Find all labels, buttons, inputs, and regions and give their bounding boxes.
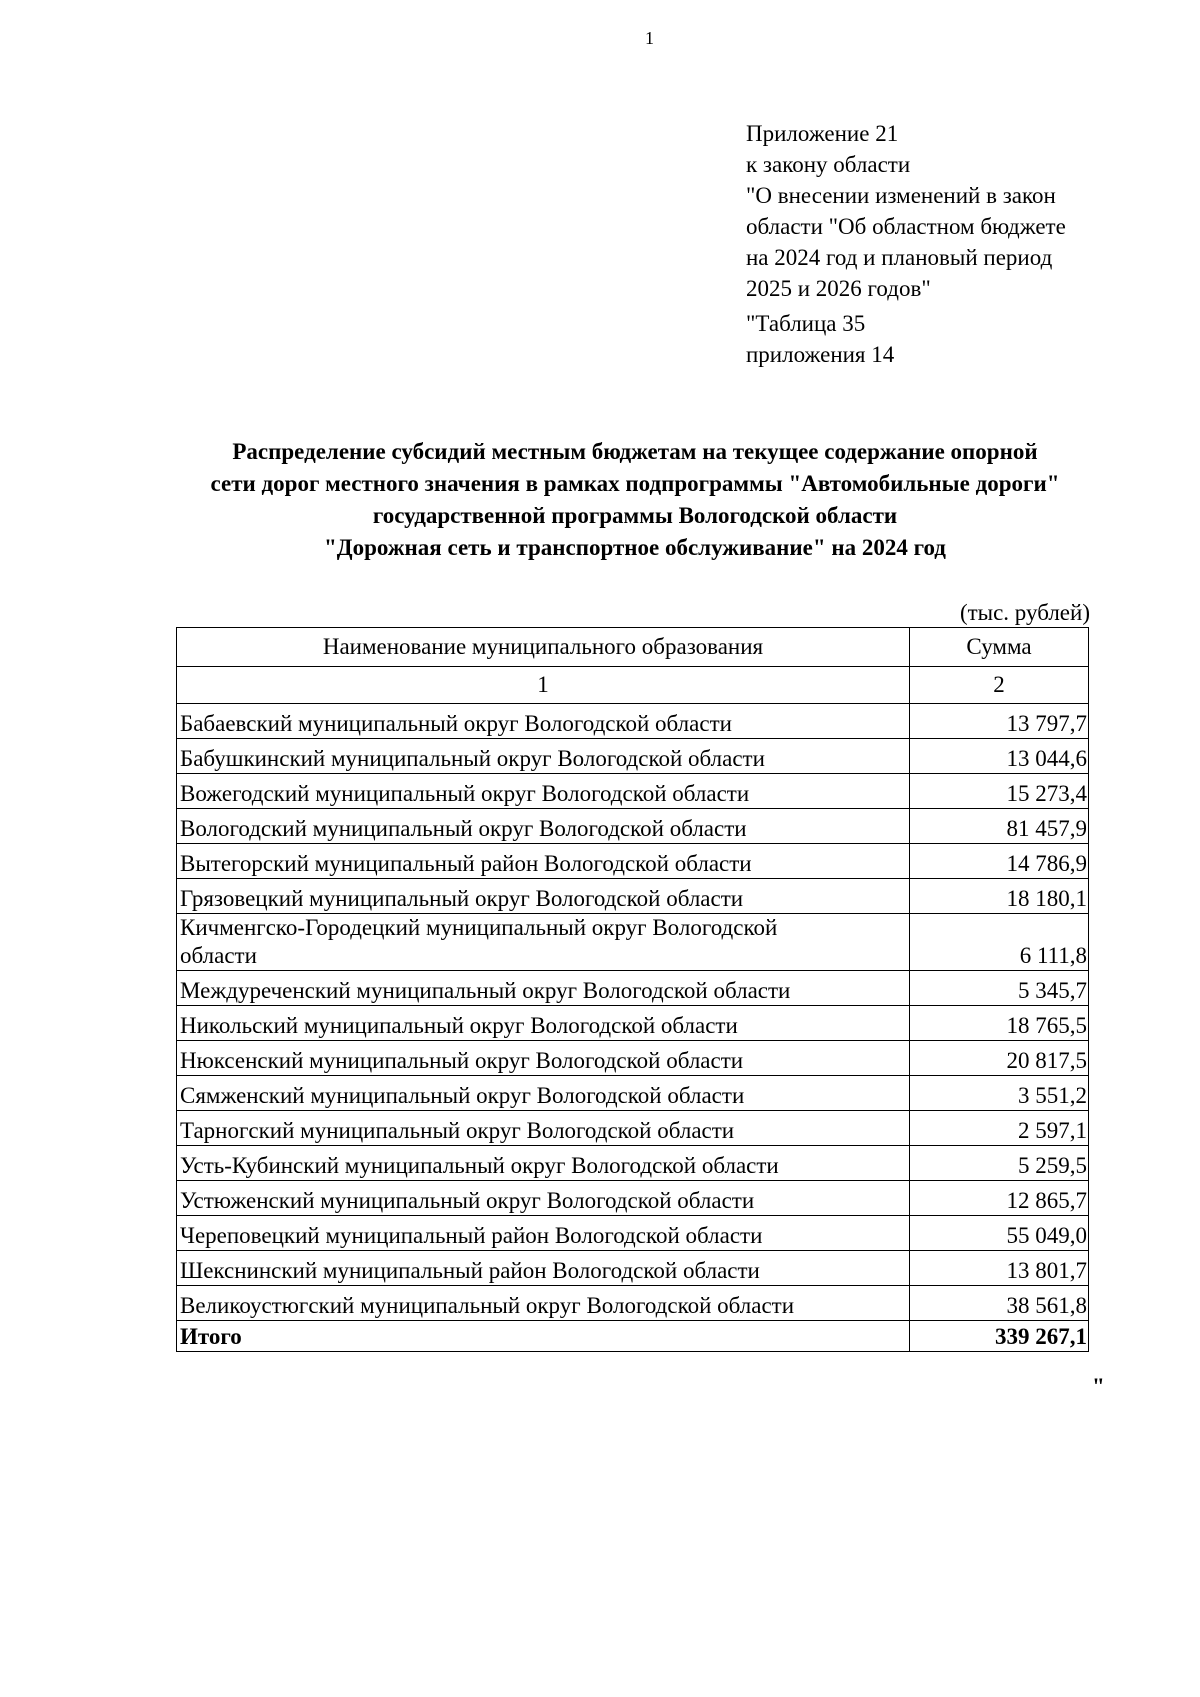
units-label: (тыс. рублей)	[959, 600, 1090, 625]
municipality-name: Усть-Кубинский муниципальный округ Вологодской области	[177, 1146, 910, 1181]
subsidy-sum: 20 817,5	[910, 1041, 1089, 1076]
table-row	[177, 1251, 1089, 1286]
municipality-name: Грязовецкий муниципальный округ Вологодской области	[177, 879, 910, 914]
subsidy-sum: 15 273,4	[910, 774, 1089, 809]
subsidy-sum: 38 561,8	[910, 1286, 1089, 1321]
subsidy-sum: 18 765,5	[910, 1006, 1089, 1041]
municipality-name: Бабаевский муниципальный округ Вологодской области	[177, 704, 910, 739]
subsidy-sum: 13 801,7	[910, 1251, 1089, 1286]
table-row	[177, 1076, 1089, 1111]
table-row	[177, 774, 1089, 809]
table-row	[177, 704, 1089, 739]
municipality-name: Великоустюгский муниципальный округ Вологодской области	[177, 1286, 910, 1321]
subsidy-sum: 14 786,9	[910, 844, 1089, 879]
table-row	[177, 1146, 1089, 1181]
table-row	[177, 1286, 1089, 1321]
municipality-name: Тарногский муниципальный округ Вологодской области	[177, 1111, 910, 1146]
document-title	[120, 436, 1150, 564]
table-row	[177, 739, 1089, 774]
table-row	[177, 809, 1089, 844]
header-sum: Сумма	[910, 628, 1089, 667]
table-reference-line: "Таблица 35	[746, 311, 866, 336]
municipality-name-line: области	[180, 943, 257, 968]
municipality-name: Бабушкинский муниципальный округ Вологодской области	[177, 739, 910, 774]
table-row	[177, 844, 1089, 879]
subsidy-sum: 18 180,1	[910, 879, 1089, 914]
municipality-name: Междуреченский муниципальный округ Вологодской области	[177, 971, 910, 1006]
total-row	[177, 1321, 1089, 1352]
title-line: сети дорог местного значения в рамках подпрограммы "Автомобильные дороги"	[210, 471, 1060, 496]
subsidy-sum: 13 044,6	[910, 739, 1089, 774]
table-row	[177, 1216, 1089, 1251]
municipality-name-line: Кичменгско-Городецкий муниципальный округ Вологодской	[180, 915, 778, 940]
subsidy-sum: 5 345,7	[910, 971, 1089, 1006]
appendix-line: Приложение 21	[746, 121, 899, 146]
municipality-name: Вологодский муниципальный округ Вологодской области	[177, 809, 910, 844]
column-number: 2	[910, 667, 1089, 704]
table-row	[177, 1181, 1089, 1216]
appendix-line: на 2024 год и плановый период	[746, 245, 1053, 270]
title-line: "Дорожная сеть и транспортное обслуживание" на 2024 год	[324, 535, 946, 560]
appendix-line: "О внесении изменений в закон	[746, 183, 1056, 208]
table-row	[177, 879, 1089, 914]
municipality-name: Устюженский муниципальный округ Вологодской области	[177, 1181, 910, 1216]
municipality-name: Череповецкий муниципальный район Вологодской области	[177, 1216, 910, 1251]
table-row	[177, 1006, 1089, 1041]
column-number-row	[177, 667, 1089, 704]
closing-quote: "	[1092, 1374, 1105, 1399]
subsidy-sum: 2 597,1	[910, 1111, 1089, 1146]
municipality-name: Сямженский муниципальный округ Вологодской области	[177, 1076, 910, 1111]
subsidy-table	[176, 627, 1089, 1352]
municipality-name: Вожегодский муниципальный округ Вологодской области	[177, 774, 910, 809]
column-number: 1	[177, 667, 910, 704]
subsidy-sum: 55 049,0	[910, 1216, 1089, 1251]
appendix-reference	[746, 118, 1146, 370]
table-row	[177, 971, 1089, 1006]
title-line: Распределение субсидий местным бюджетам на текущее содержание опорной	[232, 439, 1038, 464]
table-row	[177, 1111, 1089, 1146]
subsidy-sum: 3 551,2	[910, 1076, 1089, 1111]
municipality-name: Вытегорский муниципальный район Вологодской области	[177, 844, 910, 879]
table-reference-line: приложения 14	[746, 342, 895, 367]
municipality-name: Шекснинский муниципальный район Вологодской области	[177, 1251, 910, 1286]
page-number: 1	[645, 28, 654, 48]
appendix-line: 2025 и 2026 годов"	[746, 276, 931, 301]
appendix-line: к закону области	[746, 152, 911, 177]
subsidy-sum: 81 457,9	[910, 809, 1089, 844]
header-name: Наименование муниципального образования	[177, 628, 910, 667]
table-header-row	[177, 628, 1089, 667]
total-label: Итого	[177, 1321, 910, 1352]
subsidy-sum: 5 259,5	[910, 1146, 1089, 1181]
subsidy-sum: 13 797,7	[910, 704, 1089, 739]
municipality-name: Нюксенский муниципальный округ Вологодской области	[177, 1041, 910, 1076]
appendix-line: области "Об областном бюджете	[746, 214, 1066, 239]
table-row	[177, 914, 1089, 971]
subsidy-sum: 12 865,7	[910, 1181, 1089, 1216]
total-sum: 339 267,1	[910, 1321, 1089, 1352]
table-row	[177, 1041, 1089, 1076]
subsidy-sum: 6 111,8	[910, 914, 1089, 971]
title-line: государственной программы Вологодской области	[372, 503, 898, 528]
municipality-name: Никольский муниципальный округ Вологодской области	[177, 1006, 910, 1041]
municipality-name	[177, 914, 910, 971]
